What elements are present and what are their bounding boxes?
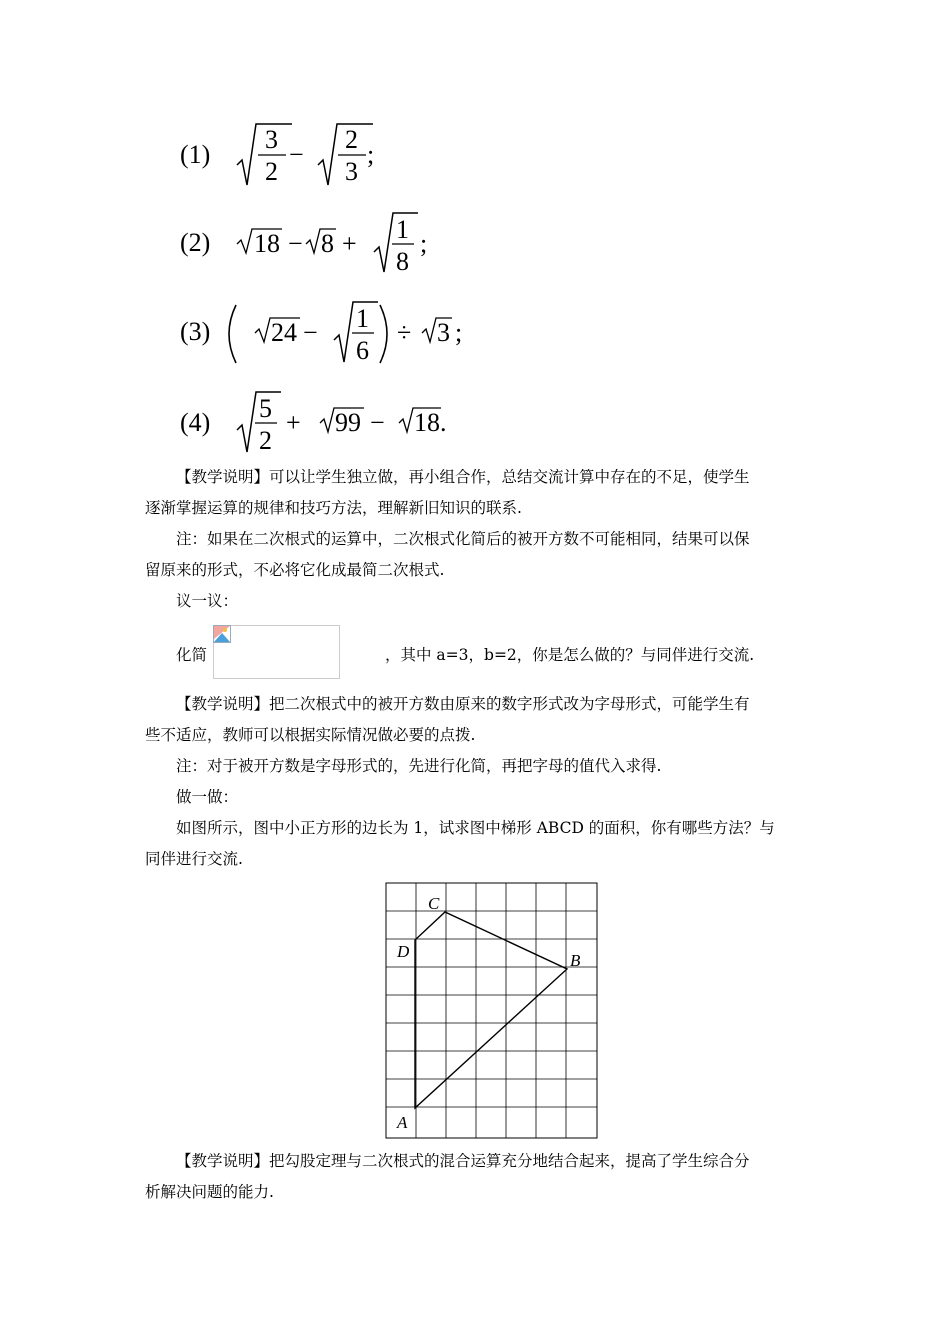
svg-text:.: .: [440, 408, 447, 437]
exercise-1-label: (1): [180, 140, 211, 169]
svg-text:8: 8: [396, 247, 409, 276]
exercise-3: [180, 302, 462, 365]
svg-text:24: 24: [271, 318, 297, 347]
exercise-4-label: (4): [180, 408, 211, 437]
svg-text:3: 3: [437, 318, 450, 347]
svg-text:18: 18: [254, 229, 280, 258]
svg-text:8: 8: [321, 229, 334, 258]
svg-text:−: −: [288, 229, 303, 258]
exercise-list: [0, 0, 950, 460]
trapezoid-abcd: [415, 912, 567, 1108]
simplify-line: 化简 ，其中 a=3，b=2，你是怎么做的？与同伴进行交流.: [176, 646, 755, 664]
discuss-heading: 议一议：: [176, 592, 239, 610]
note-2: 注：对于被开方数是字母形式的，先进行化简，再把字母的值代入求得.: [176, 757, 662, 775]
svg-text:−: −: [289, 140, 304, 169]
svg-text:;: ;: [367, 140, 375, 169]
svg-text:÷: ÷: [397, 318, 412, 347]
exercise-2-label: (2): [180, 228, 211, 257]
label-d: D: [397, 942, 410, 961]
svg-text:−: −: [370, 408, 385, 437]
grid-lines: [386, 883, 597, 1138]
note-1: 注：如果在二次根式的运算中，二次根式化简后的被开方数不可能相同，结果可以保: [176, 530, 750, 548]
svg-text:+: +: [342, 229, 357, 258]
exercise-1: [180, 124, 374, 186]
teaching-note-2: 【教学说明】把二次根式中的被开方数由原来的数字形式改为字母形式，可能学生有 些不适应，教师可以根据实际情况做必要的点拨. 注：对于被开方数是字母形式的，先进行化简，再把字母的值代入求得. 做一做： 如图所示，图中小正方形的边长为 1，试求图中梯形 ABCD 的面积，你有哪些方法？与 同伴进行交流.: [145, 689, 805, 875]
svg-text:3: 3: [345, 157, 358, 186]
label-b: B: [570, 951, 581, 970]
svg-text:;: ;: [455, 318, 463, 347]
svg-text:1: 1: [396, 215, 409, 244]
svg-text:1: 1: [356, 304, 369, 333]
try-heading: 做一做：: [176, 788, 239, 806]
svg-text:5: 5: [259, 394, 272, 423]
label-c: C: [428, 894, 440, 913]
svg-text:3: 3: [265, 125, 278, 154]
trapezoid-grid-figure: [385, 882, 600, 1142]
problem-statement: 如图所示，图中小正方形的边长为 1，试求图中梯形 ABCD 的面积，你有哪些方法？与: [176, 819, 775, 837]
teaching-note-3: 【教学说明】把勾股定理与二次根式的混合运算充分地结合起来，提高了学生综合分 析解决问题的能力.: [145, 1152, 750, 1201]
exercise-3-label: (3): [180, 317, 211, 346]
svg-text:18: 18: [414, 408, 440, 437]
teaching-note-1: 【教学说明】可以让学生独立做，再小组合作，总结交流计算中存在的不足，使学生 逐渐掌握运算的规律和技巧方法，理解新旧知识的联系. 注：如果在二次根式的运算中，二次根式化简后的被开方数不可能相同，结果可以保 留原来的形式，不必将它化成最简二次根式. 议一议：: [145, 462, 805, 617]
svg-text:−: −: [303, 318, 318, 347]
svg-text:2: 2: [259, 426, 272, 455]
svg-text:2: 2: [265, 157, 278, 186]
grid-border: [386, 883, 597, 1138]
exercise-2: [180, 213, 427, 276]
svg-text:6: 6: [356, 336, 369, 365]
exercise-4: [180, 392, 447, 455]
svg-text:+: +: [286, 408, 301, 437]
broken-image-icon: [213, 625, 231, 643]
formula-image: [213, 625, 340, 679]
label-a: A: [397, 1113, 408, 1132]
svg-text:2: 2: [345, 125, 358, 154]
svg-text:99: 99: [335, 408, 361, 437]
svg-text:;: ;: [420, 229, 428, 258]
